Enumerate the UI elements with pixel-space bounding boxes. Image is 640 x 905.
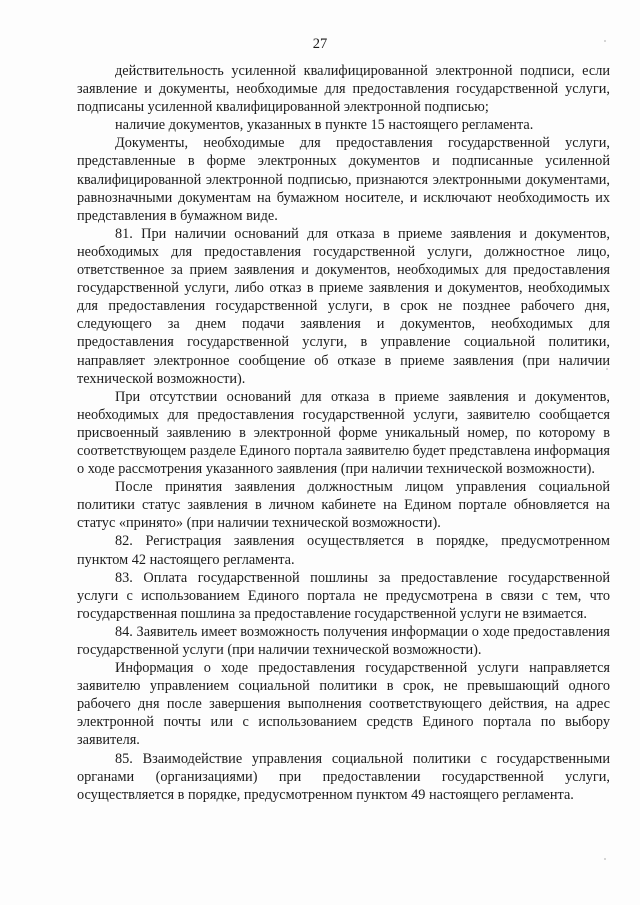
paragraph-signature-validity: действительность усиленной квалифицированной электронной подписи, если заявление и документы, необходимые для предоставления государственной услуги, подписаны усиленной квалифицированной электронной подписью; — [77, 63, 610, 116]
paragraph-84-progress-info: 84. Заявитель имеет возможность получения информации о ходе предоставления государственной услуги (при наличии технической возможности). — [77, 623, 610, 658]
paragraph-electronic-documents: Документы, необходимые для предоставления государственной услуги, представленные в форме электронных документов и подписанные усиленной квалифицированной электронной подписью, признаются электронными документами, равнозначными документам на бумажном носителе, и исключают необходимость их представления в бумажном виде. — [77, 135, 610, 224]
scan-speck — [604, 858, 606, 860]
paragraph-documents-presence: наличие документов, указанных в пункте 15 настоящего регламента. — [115, 117, 534, 134]
paragraph-85-interaction: 85. Взаимодействие управления социальной политики с государственными органами (организациями) при предоставлении государственной услуги, осуществляется в порядке, предусмотренном пунктом 49 настоящего регламента. — [77, 750, 610, 803]
document-body — [77, 62, 610, 804]
paragraph-status-accepted: После принятия заявления должностным лицом управления социальной политики статус заявления в личном кабинете на Едином портале обновляется на статус «принято» (при наличии технической возможности). — [77, 479, 610, 532]
paragraph-81-refusal: 81. При наличии оснований для отказа в приеме заявления и документов, необходимых для предоставления государственной услуги, должностное лицо, ответственное за прием заявления и документов, необходимых для предоставления государственной услуги, либо отказ в приеме заявления и документов, необходимых для предоставления государственной услуги, в срок не позднее рабочего дня, следующего за днем подачи заявления и документов, необходимых для предоставления государственной услуги, в управление социальной политики, направляет электронное сообщение об отказе в приеме заявления (при наличии технической возможности). — [77, 225, 610, 387]
page-number: 27 — [312, 36, 328, 52]
paragraph-82-registration: 82. Регистрация заявления осуществляется в порядке, предусмотренном пунктом 42 настоящего регламента. — [77, 533, 610, 568]
paragraph-83-state-fee: 83. Оплата государственной пошлины за предоставление государственной услуги с использованием Единого портала не предусмотрена в связи с тем, что государственная пошлина за предоставление государственной услуги не взимается. — [77, 569, 610, 622]
scan-speck — [606, 368, 608, 370]
paragraph-unique-number: При отсутствии оснований для отказа в приеме заявления и документов, необходимых для предоставления государственной услуги, заявителю сообщается присвоенный заявлению в электронной форме уникальный номер, по которому в соответствующем разделе Единого портала заявителю будет представлена информация о ходе рассмотрения указанного заявления (при наличии технической возможности). — [77, 388, 610, 478]
scan-speck — [604, 40, 606, 42]
paragraph-progress-notification: Информация о ходе предоставления государственной услуги направляется заявителю управлением социальной политики в срок, не превышающий одного рабочего дня после завершения выполнения соответствующего действия, на адрес электронной почты или с использованием средств Единого портала по выбору заявителя. — [77, 660, 610, 749]
